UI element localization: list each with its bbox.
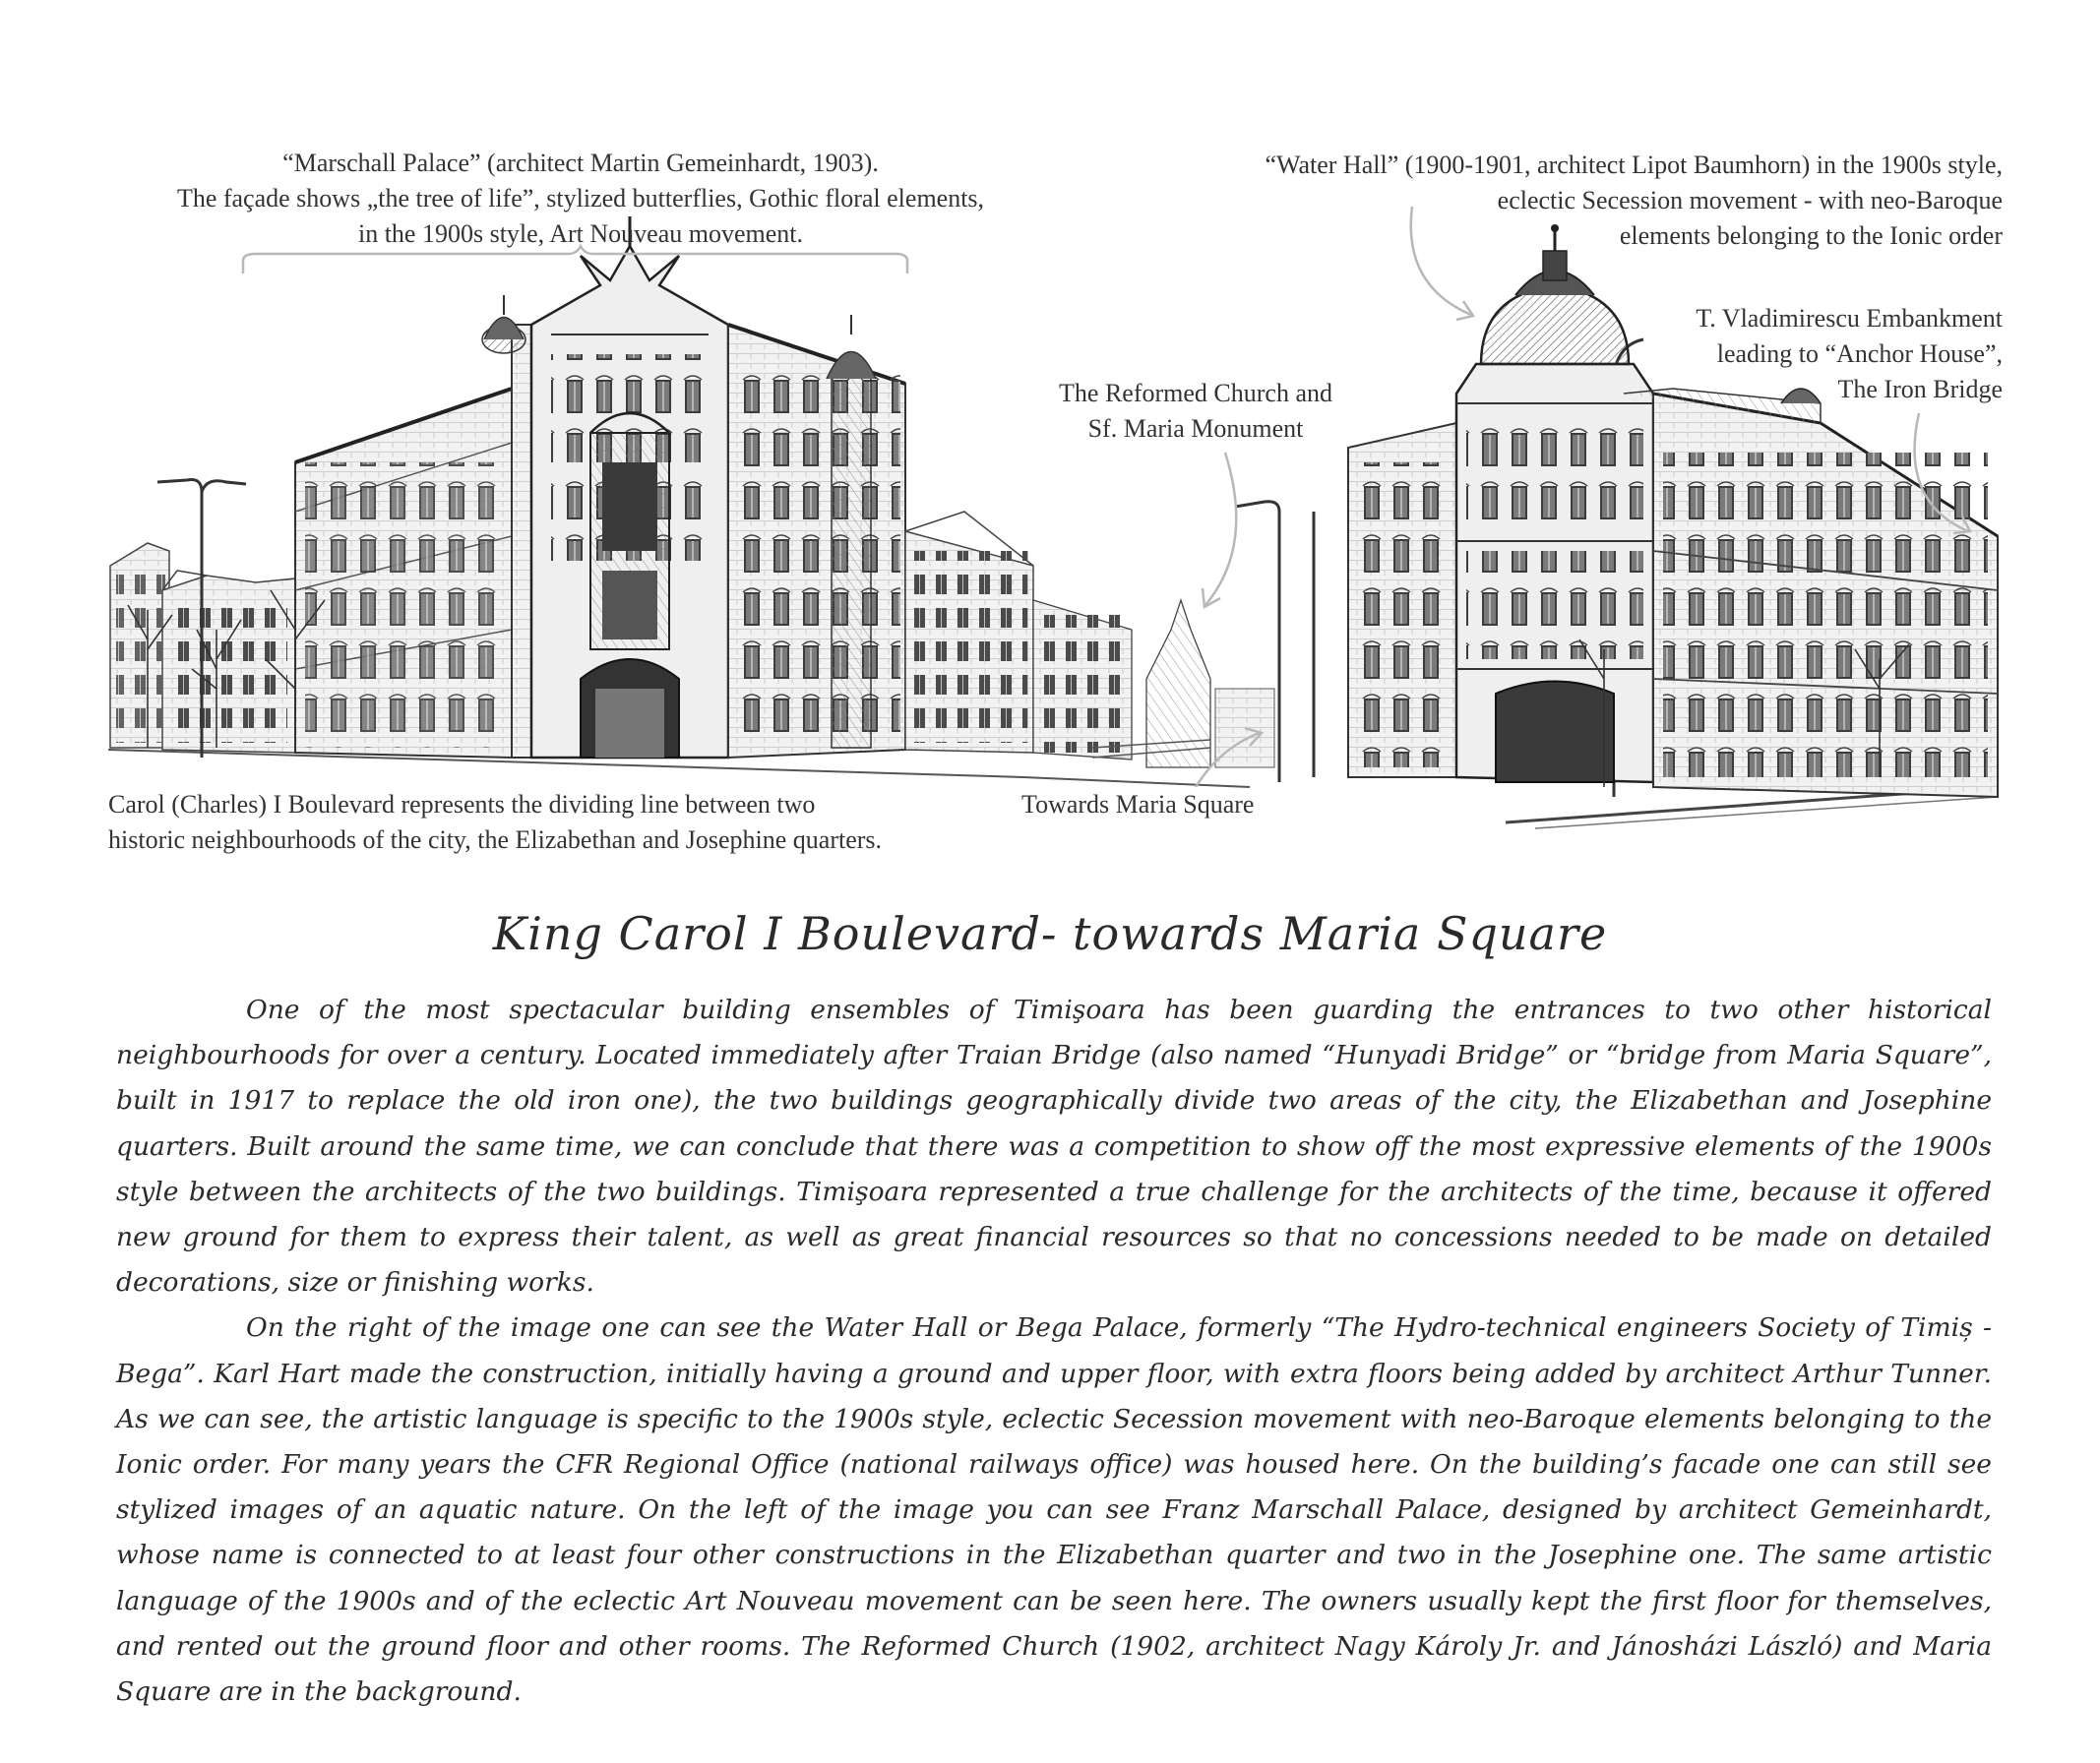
- article-body: [116, 988, 1992, 1715]
- caption-embankment: T. Vladimirescu Embankment leading to “Anchor House”, The Iron Bridge: [1696, 304, 2003, 403]
- caption-towards-maria-square: Towards Maria Square: [1021, 790, 1255, 819]
- caption-boulevard: Carol (Charles) I Boulevard represents the dividing line between two historic neighbourhoods of the city, the Elizabethan and Josephine quarters.: [108, 790, 883, 854]
- caption-water-hall: “Water Hall” (1900-1901, architect Lipot Baumhorn) in the 1900s style, eclectic Secession movement - with neo-Baroque elements belonging to the Ionic order: [1265, 151, 2003, 250]
- article-paragraph-2: On the right of the image one can see the Water Hall or Bega Palace, formerly “The Hydro-technical engineers Society of Timiș - Bega”. Karl Hart made the construction, initially having a ground and upper floor, with extra floors being added by architect Arthur Tunner. As we can see, the artistic language is specific to the 1900s style, eclectic Secession movement with neo-Baroque elements belonging to the Ionic order. For many years the CFR Regional Office (national railways office) was housed here. On the building’s facade one can still see stylized images of an aquatic nature. On the left of the image you can see Franz Marschall Palace, designed by architect Gemeinhardt, whose name is connected to at least four other constructions in the Elizabethan quarter and two in the Josephine one. The same artistic language of the 1900s and of the eclectic Art Nouveau movement can be seen here. The owners usually kept the first floor for themselves, and rented out the ground floor and other rooms. The Reformed Church (1902, architect Nagy Károly Jr. and Jánosházi László) and Maria Square are in the background.: [116, 1312, 1992, 1708]
- article-title: King Carol I Boulevard- towards Maria Square: [492, 907, 1608, 960]
- street-row-buildings: [905, 512, 1274, 767]
- caption-marschall-palace: “Marschall Palace” (architect Martin Gemeinhardt, 1903). The façade shows „the tree of life”, stylized butterflies, Gothic floral elements, in the 1900s style, Art Nouveau movement.: [176, 149, 985, 248]
- article-paragraph-1: One of the most spectacular building ensembles of Timişoara has been guarding the entrances to two other historical neighbourhoods for over a century. Located immediately after Traian Bridge (also named “Hunyadi Bridge” or “bridge from Maria Square”, built in 1917 to replace the old iron one), the two buildings geographically divide two areas of the city, the Elizabethan and Josephine quarters. Built around the same time, we can conclude that there was a competition to show off the most expressive elements of the 1900s style between the architects of the two buildings. Timişoara represented a true challenge for the architects of the time, because it offered new ground for them to express their talent, as well as great financial resources so that no concessions needed to be made on detailed decorations, size or finishing works.: [116, 995, 1992, 1299]
- caption-reformed-church: The Reformed Church and Sf. Maria Monument: [1059, 379, 1332, 443]
- marschall-palace: [295, 216, 905, 758]
